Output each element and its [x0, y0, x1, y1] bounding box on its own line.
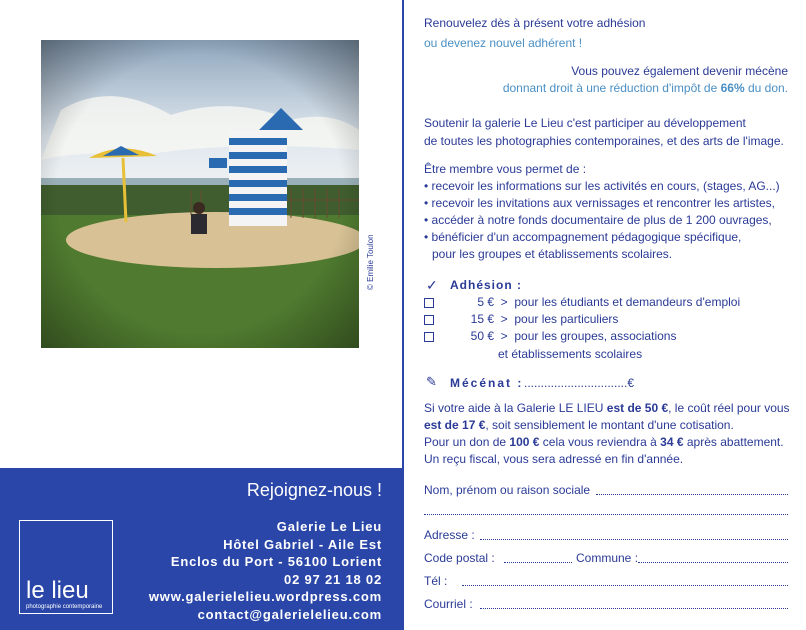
commune-label: Commune :	[576, 551, 639, 565]
checkbox[interactable]	[424, 298, 434, 308]
join-title: Rejoignez-nous !	[246, 480, 382, 500]
support-line-2: de toutes les photographies contemporaines, et des arts de l'image.	[424, 134, 784, 148]
check-icon: ✓	[426, 277, 438, 293]
mecenat-text-4: Un reçu fiscal, vous sera adressé en fin d'année.	[424, 452, 684, 466]
checkbox[interactable]	[424, 332, 434, 342]
member-item: • recevoir les invitations aux vernissages et rencontrer les artistes,	[424, 196, 776, 210]
mecenat-text-3: Pour un don de 100 € cela vous reviendra à 34 € après abattement.	[424, 435, 784, 449]
address-block	[149, 518, 382, 623]
contact-box	[0, 468, 402, 630]
mecenat-text-1: Si votre aide à la Galerie LE LIEU est de 50 €, le coût réel pour vous	[424, 401, 790, 415]
member-item: • bénéficier d'un accompagnement pédagogique spécifique,	[424, 230, 742, 244]
mecenat-amount-field[interactable]: ...............................€	[524, 376, 635, 390]
right-panel	[404, 0, 806, 630]
address-line-1: Hôtel Gabriel - Aile Est	[223, 536, 382, 552]
tel-field[interactable]	[462, 585, 788, 586]
name-label: Nom, prénom ou raison sociale	[424, 483, 591, 497]
adhesion-option[interactable]: 50 € > pour les groupes, associations	[424, 329, 676, 343]
photo-credit: © Emilie Toulon	[366, 234, 375, 290]
adhesion-title: Adhésion :	[450, 278, 522, 292]
member-item: • accéder à notre fonds documentaire de plus de 1 200 ouvrages,	[424, 213, 772, 227]
left-panel	[0, 0, 402, 630]
postal-field[interactable]	[504, 562, 572, 563]
address-label: Adresse :	[424, 528, 475, 542]
member-item: • recevoir les informations sur les activités en cours, (stages, AG...)	[424, 179, 780, 193]
intro-line-2: ou devenez nouvel adhérent !	[424, 36, 583, 50]
intro-line-1: Renouvelez dès à présent votre adhésion	[424, 16, 646, 30]
name-field[interactable]	[596, 494, 788, 495]
mecenat-title: Mécénat :	[450, 376, 524, 390]
beach-photo	[41, 40, 359, 348]
email-label: Courriel :	[424, 597, 473, 611]
name-field-2[interactable]	[424, 514, 788, 515]
support-line-1: Soutenir la galerie Le Lieu c'est participer au développement	[424, 116, 746, 130]
postal-label: Code postal :	[424, 551, 495, 565]
adhesion-extra: et établissements scolaires	[498, 347, 643, 361]
email-link[interactable]: contact@galerielelieu.com	[197, 606, 382, 622]
member-item: pour les groupes et établissements scolaires.	[432, 247, 673, 261]
tel-label: Tél :	[424, 574, 448, 588]
intro-line-3: Vous pouvez également devenir mécène	[571, 64, 788, 78]
adhesion-option[interactable]: 15 € > pour les particuliers	[424, 312, 618, 326]
address-field[interactable]	[480, 539, 788, 540]
member-title: Être membre vous permet de :	[424, 162, 587, 176]
pencil-icon: ✎	[426, 374, 437, 389]
checkbox[interactable]	[424, 315, 434, 325]
commune-field[interactable]	[638, 562, 788, 563]
address-line-2: Enclos du Port - 56100 Lorient	[170, 554, 382, 569]
email-field[interactable]	[480, 608, 788, 609]
gallery-name: Galerie Le Lieu	[276, 519, 382, 534]
logo-tagline: photographie contemporaine	[26, 604, 103, 610]
intro-line-4: donnant droit à une réduction d'impôt de 66% du don.	[502, 81, 788, 95]
website-link[interactable]: www.galerielelieu.wordpress.com	[148, 589, 382, 604]
mecenat-text-2: est de 17 €, soit sensiblement le montant d'une cotisation.	[424, 418, 734, 432]
le-lieu-logo	[19, 520, 113, 614]
adhesion-option[interactable]: 5 € > pour les étudiants et demandeurs d'emploi	[424, 295, 740, 309]
phone: 02 97 21 18 02	[284, 571, 382, 587]
logo-name: le lieu	[26, 577, 89, 604]
beach-hut-image	[41, 40, 359, 348]
